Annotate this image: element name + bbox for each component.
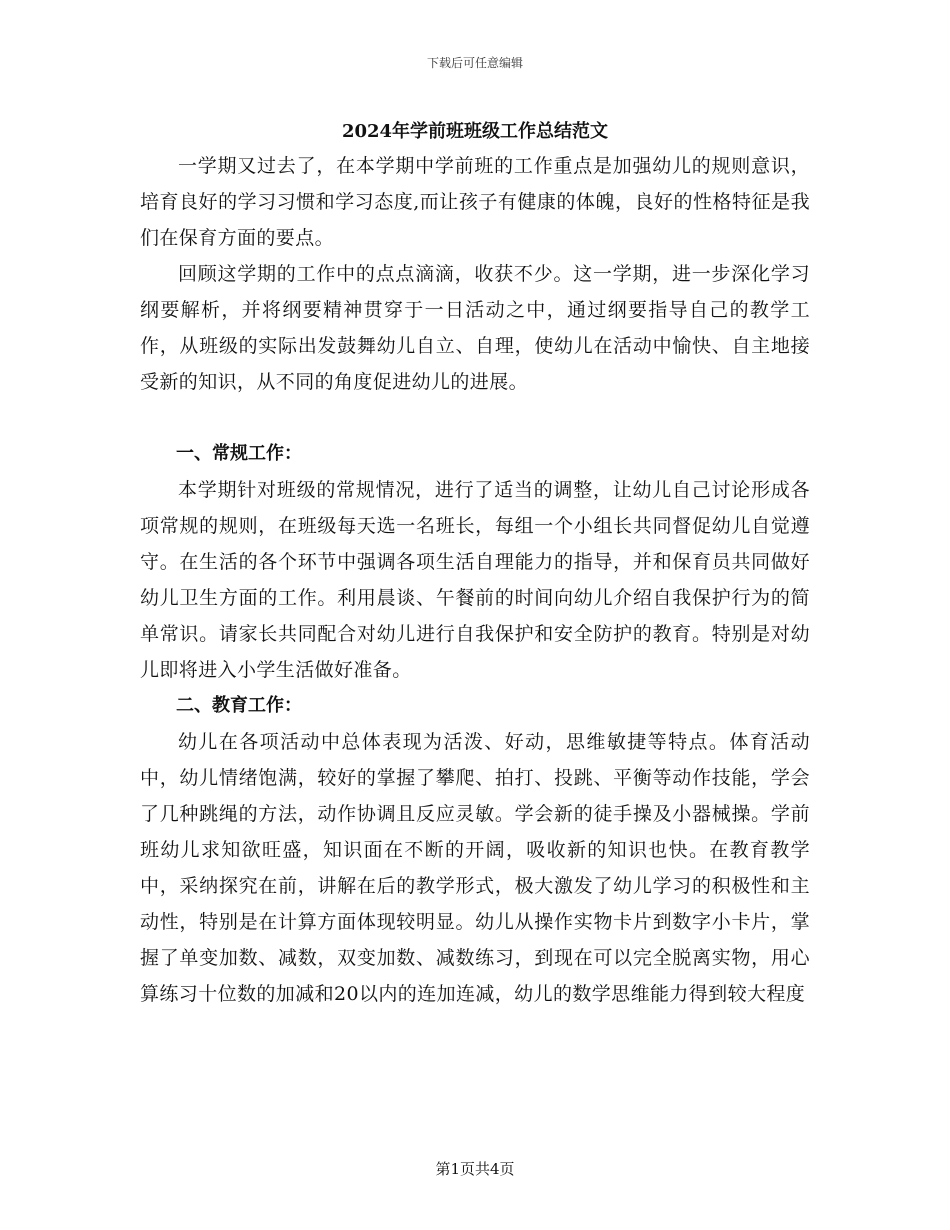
intro-paragraph-1: 一学期又过去了，在本学期中学前班的工作重点是加强幼儿的规则意识，培育良好的学习习惯和学习态度,而让孩子有健康的体魄，良好的性格特征是我们在保育方面的要点。 (140, 155, 810, 249)
section-heading-routine: 一、常规工作： (176, 443, 302, 464)
section-heading-education: 二、教育工作： (176, 695, 302, 716)
header-note: 下载后可任意编辑 (426, 56, 523, 70)
section-paragraph-routine: 本学期针对班级的常规情况，进行了适当的调整，让幼儿自己讨论形成各项常规的规则，在班级每天选一名班长，每组一个小组长共同督促幼儿自觉遵守。在生活的各个环节中强调各项生活自理能力的指导，并和保育员共同做好幼儿卫生方面的工作。利用晨谈、午餐前的时间向幼儿介绍自我保护行为的简单常识。请家长共同配合对幼儿进行自我保护和安全防护的教育。特别是对幼儿即将进入小学生活做好准备。 (140, 479, 810, 681)
paragraph-gap (140, 400, 810, 436)
document-title: 2024年学前班班级工作总结范文 (341, 121, 609, 142)
page-number-footer: 第1页共4页 (435, 1160, 515, 1178)
intro-paragraph-2: 回顾这学期的工作中的点点滴滴，收获不少。这一学期，进一步深化学习纲要解析，并将纲要精神贯穿于一日活动之中，通过纲要指导自己的教学工作，从班级的实际出发鼓舞幼儿自立、自理，使幼儿在活动中愉快、自主地接受新的知识，从不同的角度促进幼儿的进展。 (140, 263, 810, 393)
section-paragraph-education: 幼儿在各项活动中总体表现为活泼、好动，思维敏捷等特点。体育活动中，幼儿情绪饱满，较好的掌握了攀爬、拍打、投跳、平衡等动作技能，学会了几种跳绳的方法，动作协调且反应灵敏。学会新的徒手操及小器械操。学前班幼儿求知欲旺盛，知识面在不断的开阔，吸收新的知识也快。在教育教学中，采纳探究在前，讲解在后的教学形式，极大激发了幼儿学习的积极性和主动性，特别是在计算方面体现较明显。幼儿从操作实物卡片到数字小卡片，掌握了单变加数、减数，双变加数、减数练习，到现在可以完全脱离实物，用心算练习十位数的加减和20以内的连加连减，幼儿的数学思维能力得到较大程度 (140, 731, 810, 1005)
document-body (140, 148, 810, 1012)
